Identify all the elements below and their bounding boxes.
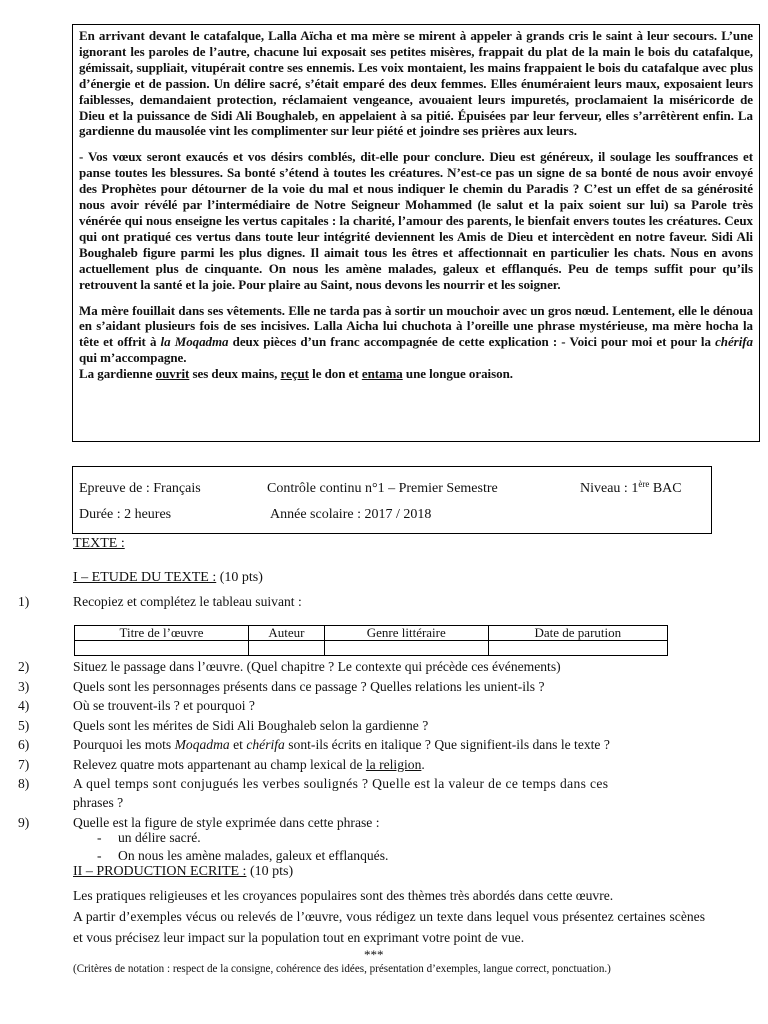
text-fragment: deux pièces d’un franc accompagnée de cette explication : - Voici pour moi et pour la <box>228 334 716 350</box>
production-paragraph-1: Les pratiques religieuses et les croyances populaires sont des thèmes très abordés dans cette œuvre. <box>73 888 614 903</box>
question-7 <box>73 757 425 773</box>
text-fragment: ses deux mains, <box>189 366 281 382</box>
section-1-title: I – ETUDE DU TEXTE : <box>73 570 217 585</box>
text-fragment: et <box>229 737 247 752</box>
section-2-heading <box>73 864 293 880</box>
figure-item-2: On nous les amène malades, galeux et efflanqués. <box>118 848 389 863</box>
question-number: 9) <box>18 815 30 830</box>
italic-moqadma: Moqadma <box>174 737 230 752</box>
question-number: 8) <box>18 776 30 791</box>
grading-criteria: (Critères de notation : respect de la consigne, cohérence des idées, présentation d’exemples, langue correct, ponctuation.) <box>73 963 611 975</box>
info-table <box>74 625 668 656</box>
question-number: 6) <box>18 737 30 752</box>
table-cell <box>488 641 667 656</box>
bullet-dash: - <box>97 830 102 845</box>
question-6 <box>73 737 610 753</box>
annee-label: Année scolaire : 2017 / 2018 <box>270 507 432 522</box>
text-fragment: Relevez quatre mots appartenant au champ lexical de <box>73 757 366 772</box>
question-9: Quelle est la figure de style exprimée dans cette phrase : <box>73 815 380 830</box>
text-fragment: Ma mère fouillait dans ses vêtements. Elle ne tarda pas à sortir un mouchoir avec un gros nœud. Lentement, elle le dénoua en s’aidant plusieurs fois de ses incisives. Lalla Aicha lui chuchota à l’oreille une phrase mystérieuse, ma mère hocha la tête et offrit à <box>79 302 753 350</box>
figure-item-1: un délire sacré. <box>118 830 201 845</box>
text-excerpt-box <box>72 24 760 442</box>
text-fragment: Pourquoi les mots <box>73 737 175 752</box>
text-paragraph-2: - Vos vœux seront exaucés et vos désirs comblés, dit-elle pour conclure. Dieu est généreux, il soulage les souffrances et panse toutes les blessures. Sa bonté s’étend à toutes les créatures. N’est-ce pas un signe de sa bonté de nous avoir envoyé des Prophètes pour détourner de la voie du mal et nous indiquer le chemin du Paradis ? C’est un effet de sa générosité nous avoir révélé par l’intermédiaire de Notre Seigneur Mohammed (le salut et la paix soient sur lui) sa Parole très vénérée qui nous enseigne les vertus capitales : la charité, l’amour des parents, le bienfait envers toutes les créatures. Ceux qui ont pratiqué ces vertus dans toute leur intégrité deviennent les Amis de Dieu et intercèdent en notre faveur. Sidi Ali Boughaleb figure parmi les plus dignes. Il aimait tous les êtres et affectionnait en particulier les chats. Nous en avons actuellement plus de cinquante. On nous les amène malades, galeux et efflanqués. Peu de temps suffit pour qu’ils retrouvent la santé et la joie. Pour plaire au Saint, nous devons les nourrir et les soigner. <box>79 149 753 292</box>
question-1: Recopiez et complétez le tableau suivant : <box>73 594 302 609</box>
niveau-prefix: Niveau : 1 <box>580 481 639 496</box>
table-row <box>75 641 668 656</box>
question-2: Situez le passage dans l’œuvre. (Quel chapitre ? Le contexte qui précède ces événements) <box>73 659 561 674</box>
table-header-cell: Auteur <box>248 626 324 641</box>
table-cell <box>248 641 324 656</box>
niveau-sup: ère <box>638 479 650 489</box>
text-fragment: La gardienne <box>79 366 156 382</box>
separator-stars: *** <box>364 947 384 962</box>
question-number: 1) <box>18 594 30 609</box>
duree-label: Durée : 2 heures <box>79 507 172 522</box>
question-8-line-2: phrases ? <box>73 795 124 810</box>
texte-heading: TEXTE : <box>73 536 125 551</box>
underlined-religion: la religion <box>365 757 422 772</box>
table-cell <box>75 641 249 656</box>
section-2-title: II – PRODUCTION ECRITE : <box>73 864 247 879</box>
bullet-dash: - <box>97 848 102 863</box>
text-fragment: le don et <box>308 366 362 382</box>
underlined-verb-ouvrit: ouvrit <box>155 366 190 382</box>
section-1-points: (10 pts) <box>216 570 263 585</box>
italic-moqadma: la Moqadma <box>160 334 229 350</box>
question-number: 3) <box>18 679 30 694</box>
underlined-verb-entama: entama <box>361 366 403 382</box>
text-fragment: qui m’accompagne. <box>79 350 187 366</box>
section-2-points: (10 pts) <box>246 864 294 879</box>
question-8-line-1: A quel temps sont conjugués les verbes soulignés ? Quelle est la valeur de ce temps dans ces <box>73 776 609 791</box>
epreuve-label: Epreuve de : Français <box>79 481 201 496</box>
table-header-cell: Date de parution <box>488 626 667 641</box>
question-number: 5) <box>18 718 30 733</box>
text-paragraph-1: En arrivant devant le catafalque, Lalla Aïcha et ma mère se mirent à appeler à grands cris le saint à leur secours. L’une ignorant les paroles de l’autre, chacune lui exposait ses petites misères, frappait du plat de la main le bois du catafalque, gémissait, suppliait, vitupérait contre ses ennemis. Les voix montaient, les mains frappaient le bois du catafalque avec plus d’énergie et de passion. Un délire sacré, s’était emparé des deux femmes. Elles énuméraient leurs maux, exposaient leurs faiblesses, demandaient protection, réclamaient vengeance, avouaient leurs impuretés, proclamaient la miséricorde de Dieu et la puissance de Sidi Ali Boughaleb, en appelaient à sa pitié. Épuisées par leur ferveur, elles s’arrêtèrent enfin. La gardienne du mausolée vint les complimenter sur leur piété et joindre ses prières aux leurs. <box>79 28 753 139</box>
niveau-suffix: BAC <box>649 481 682 496</box>
italic-cherifa: chérifa <box>246 737 285 752</box>
question-number: 4) <box>18 698 30 713</box>
table-header-cell: Genre littéraire <box>324 626 488 641</box>
niveau-label <box>580 481 682 497</box>
question-number: 7) <box>18 757 30 772</box>
text-fragment: une longue oraison. <box>402 366 513 382</box>
text-fragment: sont-ils écrits en italique ? Que signifient-ils dans le texte ? <box>284 737 610 752</box>
italic-cherifa: chérifa <box>715 334 753 350</box>
question-4: Où se trouvent-ils ? et pourquoi ? <box>73 698 255 713</box>
table-header-cell: Titre de l’œuvre <box>75 626 249 641</box>
question-number: 2) <box>18 659 30 674</box>
section-1-heading <box>73 570 263 586</box>
exam-header-box <box>72 466 712 534</box>
text-paragraph-3 <box>79 303 753 383</box>
question-3: Quels sont les personnages présents dans ce passage ? Quelles relations les unient-ils ? <box>73 679 545 694</box>
text-fragment: . <box>421 757 425 772</box>
controle-label: Contrôle continu n°1 – Premier Semestre <box>267 481 498 496</box>
production-paragraph-2: A partir d’exemples vécus ou relevés de l’œuvre, vous rédigez un texte dans lequel vous présentez certaines scènes et vous précisez leur impact sur la population tout en exprimant votre point de vue. <box>73 909 705 945</box>
table-header-row <box>75 626 668 641</box>
question-5: Quels sont les mérites de Sidi Ali Boughaleb selon la gardienne ? <box>73 718 429 733</box>
table-cell <box>324 641 488 656</box>
underlined-verb-recut: reçut <box>280 366 309 382</box>
